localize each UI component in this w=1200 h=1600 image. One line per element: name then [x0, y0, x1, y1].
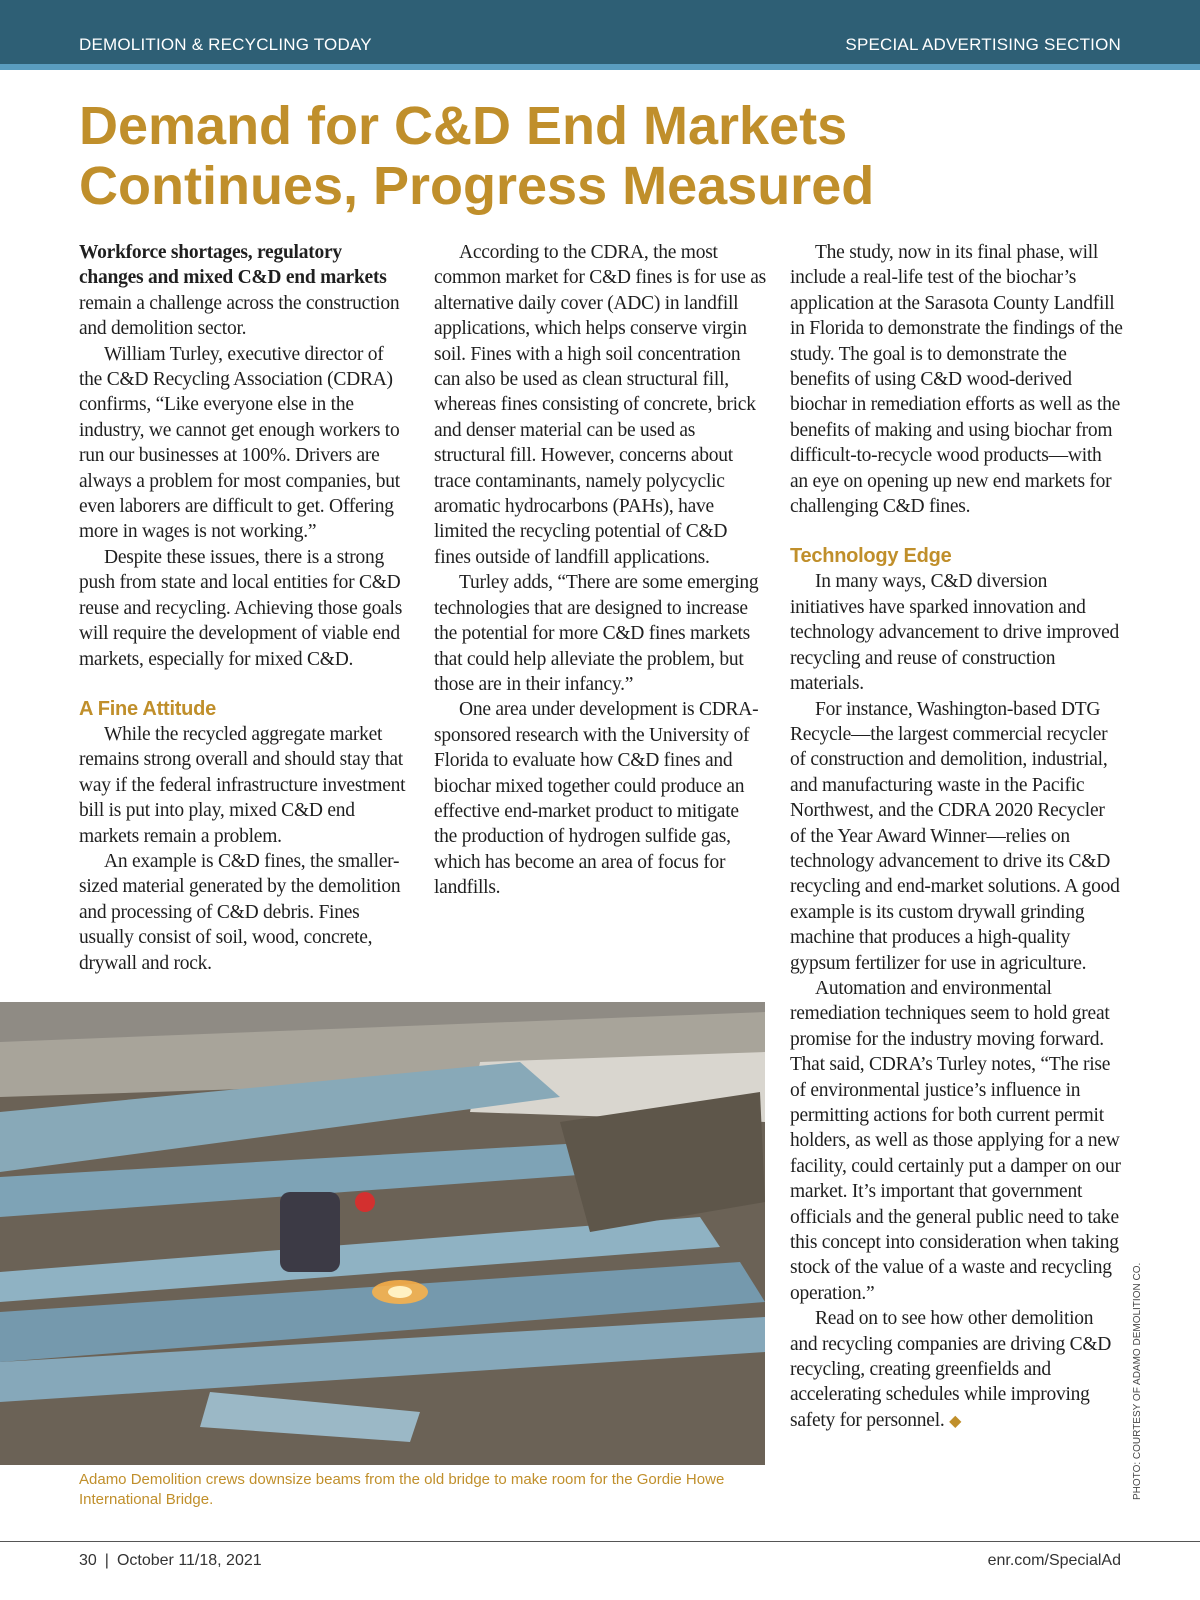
lead-text: remain a challenge across the construction and demolition sector. — [79, 292, 400, 340]
paragraph-aggregate: While the recycled aggregate market remains strong overall and should stay that way if the federal infrastructure investment bill is put into play, mixed C&D end markets remain a problem. — [79, 723, 406, 847]
article-column-3 — [790, 240, 1124, 1434]
paragraph-read-on — [790, 1306, 1124, 1434]
paragraph-study: The study, now in its final phase, will include a real-life test of the biochar’s application at the Sarasota County Landfill in Florida to demonstrate the findings of the study. The goal is to demonstrate the benefits of using C&D wood-derived biochar in remediation efforts as well as the benefits of making and using biochar from difficult-to-recycle wood products—with an eye on opening up new end markets for challenging C&D fines. — [790, 242, 1123, 518]
paragraph-dtg: For instance, Washington-based DTG Recycle—the largest commercial recycler of construction and demolition, industrial, and manufacturing waste in the Pacific Northwest, and the CDRA 2020 Recycler of the Year Award Winner—relies on technology advancement to drive its C&D recycling and end-market solutions. A good example is its custom drywall grinding machine that produces a high-quality gypsum fertilizer for use in agriculture. — [790, 698, 1120, 974]
article-column-1 — [79, 240, 409, 976]
article-column-2 — [434, 240, 766, 901]
footer-url[interactable]: enr.com/SpecialAd — [987, 1552, 1121, 1569]
paragraph-turley: William Turley, executive director of the C&D Recycling Association (CDRA) confirms, “Like everyone else in the industry, we cannot get enough workers to run our businesses at 100%. Drivers are always a problem for most companies, but even laborers are difficult to get. Offering more in wages is not working.” — [79, 343, 400, 543]
photo-caption: Adamo Demolition crews downsize beams from the old bridge to make room for the Gordie Howe International Bridge. — [79, 1471, 725, 1508]
footer-page-info — [79, 1552, 262, 1570]
demolition-photo-illustration — [0, 1002, 765, 1465]
photo-credit: PHOTO: COURTESY OF ADAMO DEMOLITION CO. — [1132, 1262, 1143, 1500]
headline-line-1: Demand for C&D End Markets — [79, 96, 848, 156]
section-label: SPECIAL ADVERTISING SECTION — [845, 35, 1121, 54]
subheading-technology-edge: Technology Edge — [790, 545, 952, 568]
issue-date: October 11/18, 2021 — [116, 1552, 262, 1569]
footer-separator: | — [104, 1552, 109, 1569]
demolition-photo — [0, 1002, 765, 1465]
paragraph-diversion: In many ways, C&D diversion initiatives have sparked innovation and technology advancement to drive improved recycling and reuse of construction materials. — [790, 571, 1119, 695]
footer-divider — [0, 1541, 1200, 1542]
paragraph-turley-adds: Turley adds, “There are some emerging technologies that are designed to increase the potential for more C&D fines markets that could help alleviate the problem, but those are in their infancy.” — [434, 572, 759, 695]
end-mark-icon: ◆ — [949, 1412, 962, 1430]
headline-line-2: Continues, Progress Measured — [79, 156, 875, 216]
subheading-fine-attitude: A Fine Attitude — [79, 697, 216, 720]
paragraph-automation: Automation and environmental remediation techniques seem to hold great promise for the industry moving forward. That said, CDRA’s Turley notes, “The rise of environmental justice’s influence in permitting actions for both current permit holders, as well as those applying for a new facility, could certainly put a damper on our market. It’s important that government officials and the general public need to take this concept into consideration when taking stock of the value of a waste and recycling operation.” — [790, 977, 1121, 1304]
article-headline — [79, 96, 1079, 216]
lead-bold-text: Workforce shortages, regulatory changes and mixed C&D end markets — [79, 242, 387, 289]
paragraph-despite: Despite these issues, there is a strong push from state and local entities for C&D reuse and recycling. Achieving those goals will require the development of viable end markets, especially for mixed C&D. — [79, 546, 403, 670]
publication-name: DEMOLITION & RECYCLING TODAY — [79, 35, 372, 54]
read-on-text: Read on to see how other demolition and recycling companies are driving C&D recycling, creating greenfields and accelerating schedules while improving safety for personnel. — [790, 1308, 1112, 1431]
paragraph-cdra-market: According to the CDRA, the most common market for C&D fines is for use as alternative daily cover (ADC) in landfill applications, which helps conserve virgin soil. Fines with a high soil concentration can also be used as clean structural fill, whereas fines consisting of concrete, brick and denser material can be used as structural fill. However, concerns about trace contaminants, namely polycyclic aromatic hydrocarbons (PAHs), have limited the recycling potential of C&D fines outside of landfill applications. — [434, 242, 767, 568]
page-number: 30 — [79, 1552, 97, 1569]
lead-paragraph — [79, 240, 409, 342]
page-header-bar — [0, 0, 1200, 70]
paragraph-example: An example is C&D fines, the smaller-sized material generated by the demolition and processing of C&D debris. Fines usually consist of soil, wood, concrete, drywall and rock. — [79, 850, 401, 974]
paragraph-research: One area under development is CDRA-sponsored research with the University of Florida to evaluate how C&D fines and biochar mixed together could produce an effective end-market product to mitigate the production of hydrogen sulfide gas, which has become an area of focus for landfills. — [434, 699, 759, 899]
